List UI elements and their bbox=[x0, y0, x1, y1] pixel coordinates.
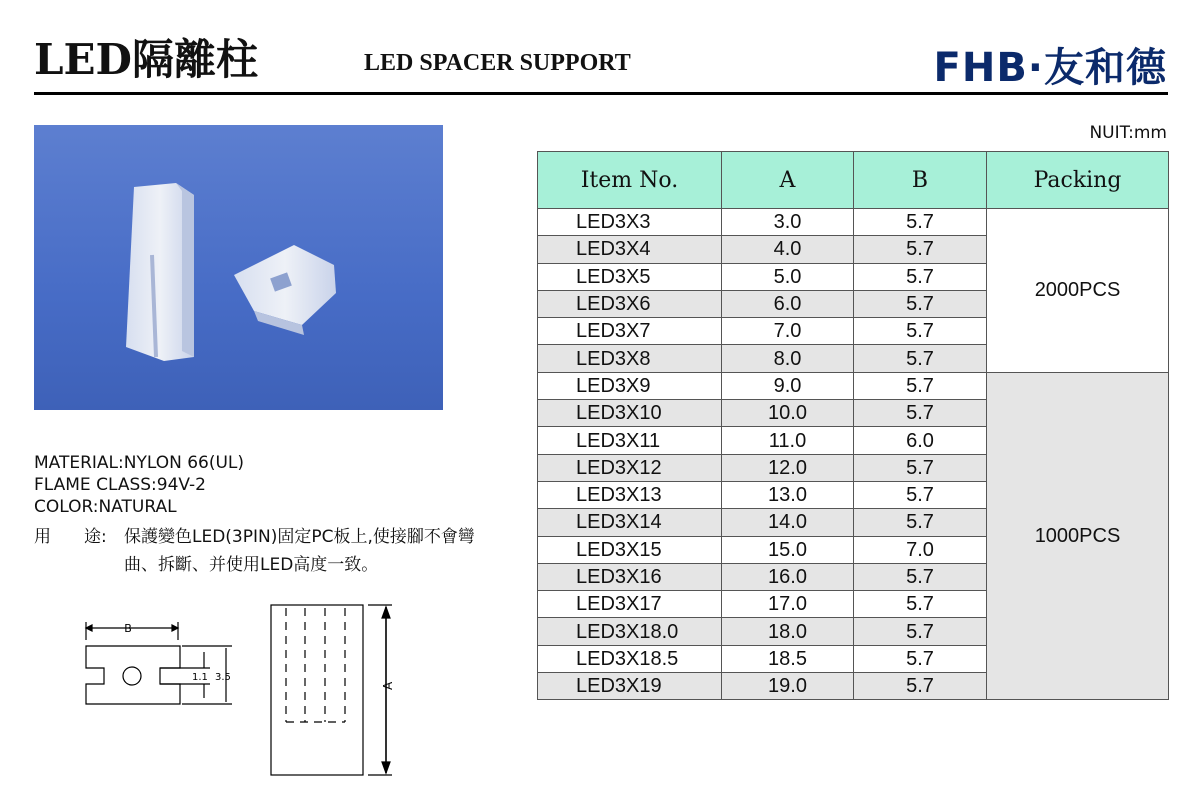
dimension-b-cell: 5.7 bbox=[854, 290, 987, 317]
dimension-b-cell: 7.0 bbox=[854, 536, 987, 563]
dimension-a-cell: 19.0 bbox=[722, 673, 854, 700]
usage-label-2: 途: bbox=[84, 527, 107, 547]
dimension-a-cell: 18.5 bbox=[722, 645, 854, 672]
item-no-cell: LED3X3 bbox=[538, 209, 722, 236]
dimension-a-cell: 9.0 bbox=[722, 372, 854, 399]
item-no-cell: LED3X14 bbox=[538, 509, 722, 536]
dimension-b-cell: 5.7 bbox=[854, 454, 987, 481]
spacer-photo-illustration bbox=[34, 125, 443, 410]
dimension-b-cell: 5.7 bbox=[854, 563, 987, 590]
dimension-b-cell: 5.7 bbox=[854, 318, 987, 345]
dimension-a-cell: 16.0 bbox=[722, 563, 854, 590]
dimension-b-cell: 5.7 bbox=[854, 209, 987, 236]
page-subtitle: LED SPACER SUPPORT bbox=[364, 50, 631, 76]
dimension-a-cell: 12.0 bbox=[722, 454, 854, 481]
top-view-drawing bbox=[86, 622, 232, 704]
dimension-a-cell: 4.0 bbox=[722, 236, 854, 263]
dimension-a-cell: 3.0 bbox=[722, 209, 854, 236]
table-row bbox=[538, 209, 1169, 236]
dimension-label-b: B bbox=[124, 622, 132, 635]
item-no-cell: LED3X12 bbox=[538, 454, 722, 481]
usage-text: 保護變色LED(3PIN)固定PC板上,使接腳不會彎曲、拆斷、并使用LED高度一致。 bbox=[124, 527, 475, 575]
dimension-b-cell: 5.7 bbox=[854, 372, 987, 399]
dimension-b-cell: 5.7 bbox=[854, 673, 987, 700]
dimension-label-large: 3.5 bbox=[215, 672, 231, 683]
material-spec: MATERIAL:NYLON 66(UL) bbox=[34, 453, 245, 473]
item-no-cell: LED3X11 bbox=[538, 427, 722, 454]
dimension-a-cell: 8.0 bbox=[722, 345, 854, 372]
item-no-cell: LED3X13 bbox=[538, 481, 722, 508]
product-photo bbox=[34, 125, 443, 410]
item-no-cell: LED3X18.5 bbox=[538, 645, 722, 672]
brand-logo: FHB·友和德 bbox=[933, 45, 1167, 91]
side-view-drawing bbox=[271, 605, 392, 775]
dimension-b-cell: 6.0 bbox=[854, 427, 987, 454]
item-no-cell: LED3X9 bbox=[538, 372, 722, 399]
item-no-cell: LED3X19 bbox=[538, 673, 722, 700]
specifications bbox=[34, 452, 244, 518]
page-title: LED隔離柱 bbox=[34, 35, 258, 84]
item-no-cell: LED3X18.0 bbox=[538, 618, 722, 645]
color-spec: COLOR:NATURAL bbox=[34, 497, 177, 517]
unit-label: NUIT:mm bbox=[1089, 123, 1167, 143]
packing-cell: 2000PCS bbox=[987, 209, 1169, 373]
usage-label-1: 用 bbox=[34, 527, 51, 547]
table-row bbox=[538, 372, 1169, 399]
dimension-b-cell: 5.7 bbox=[854, 236, 987, 263]
item-no-cell: LED3X8 bbox=[538, 345, 722, 372]
table-header-row bbox=[538, 152, 1169, 209]
header-b: B bbox=[854, 152, 987, 209]
header-item-no: Item No. bbox=[538, 152, 722, 209]
item-no-cell: LED3X7 bbox=[538, 318, 722, 345]
item-no-cell: LED3X4 bbox=[538, 236, 722, 263]
dimension-a-cell: 14.0 bbox=[722, 509, 854, 536]
dimension-b-cell: 5.7 bbox=[854, 591, 987, 618]
item-no-cell: LED3X16 bbox=[538, 563, 722, 590]
dimension-b-cell: 5.7 bbox=[854, 400, 987, 427]
dimension-a-cell: 15.0 bbox=[722, 536, 854, 563]
dimension-label-small: 1.1 bbox=[192, 672, 208, 683]
dimension-b-cell: 5.7 bbox=[854, 645, 987, 672]
dimension-b-cell: 5.7 bbox=[854, 509, 987, 536]
dimension-a-cell: 10.0 bbox=[722, 400, 854, 427]
dimension-a-cell: 18.0 bbox=[722, 618, 854, 645]
packing-cell: 1000PCS bbox=[987, 372, 1169, 700]
dimension-b-cell: 5.7 bbox=[854, 618, 987, 645]
dimension-b-cell: 5.7 bbox=[854, 263, 987, 290]
dimension-a-cell: 5.0 bbox=[722, 263, 854, 290]
item-no-cell: LED3X5 bbox=[538, 263, 722, 290]
spec-table bbox=[537, 151, 1169, 700]
dimension-a-cell: 13.0 bbox=[722, 481, 854, 508]
item-no-cell: LED3X10 bbox=[538, 400, 722, 427]
flame-class-spec: FLAME CLASS:94V-2 bbox=[34, 475, 206, 495]
dimension-a-cell: 17.0 bbox=[722, 591, 854, 618]
item-no-cell: LED3X17 bbox=[538, 591, 722, 618]
table-body bbox=[538, 209, 1169, 700]
dimension-label-a: A bbox=[381, 681, 395, 690]
item-no-cell: LED3X15 bbox=[538, 536, 722, 563]
header-divider bbox=[34, 92, 1168, 95]
dimension-a-cell: 11.0 bbox=[722, 427, 854, 454]
item-no-cell: LED3X6 bbox=[538, 290, 722, 317]
header-a: A bbox=[722, 152, 854, 209]
dimension-b-cell: 5.7 bbox=[854, 481, 987, 508]
dimension-b-cell: 5.7 bbox=[854, 345, 987, 372]
dimension-a-cell: 6.0 bbox=[722, 290, 854, 317]
dimension-a-cell: 7.0 bbox=[722, 318, 854, 345]
header-packing: Packing bbox=[987, 152, 1169, 209]
